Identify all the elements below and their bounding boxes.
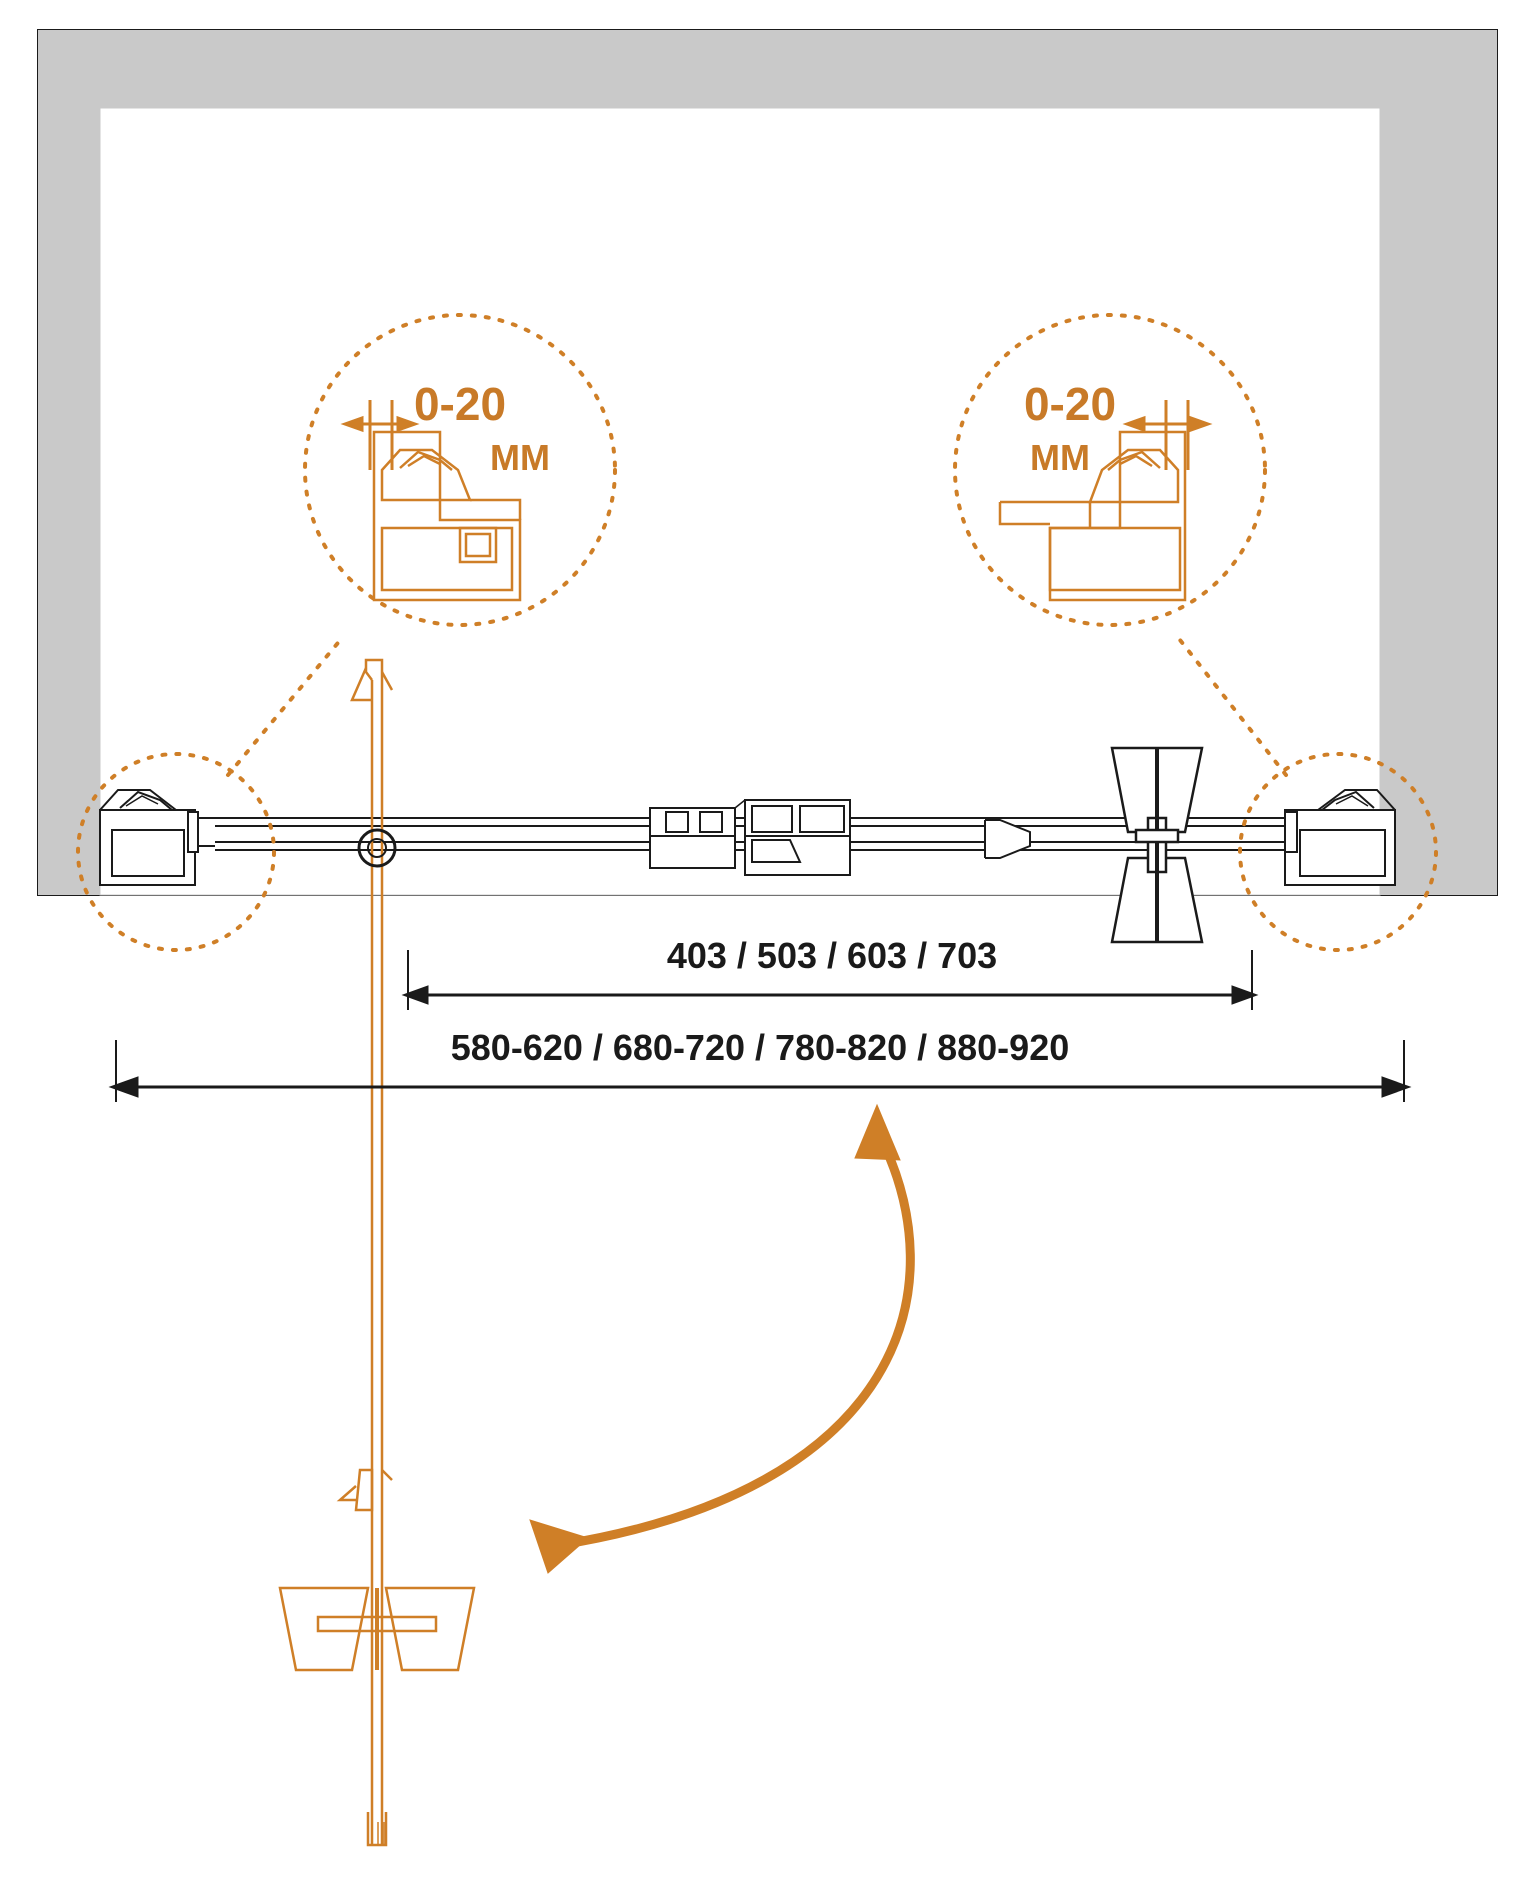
door-swing-arrow bbox=[530, 1105, 910, 1573]
left-detail-callout bbox=[305, 315, 615, 625]
hinge-mechanism-center bbox=[735, 800, 850, 875]
door-handle-open bbox=[280, 1588, 474, 1670]
inner-dimension-label: 403 / 503 / 603 / 703 bbox=[666, 935, 998, 976]
left-callout-value: 0-20 bbox=[413, 378, 507, 430]
right-callout-unit: MM bbox=[1030, 437, 1090, 478]
outer-dimension-label: 580-620 / 680-720 / 780-820 / 880-920 bbox=[450, 1027, 1070, 1068]
left-callout-unit: MM bbox=[490, 437, 550, 478]
right-detail-callout bbox=[955, 315, 1265, 625]
hinge-mechanism-left bbox=[650, 808, 735, 868]
right-callout-value: 0-20 bbox=[1023, 378, 1117, 430]
